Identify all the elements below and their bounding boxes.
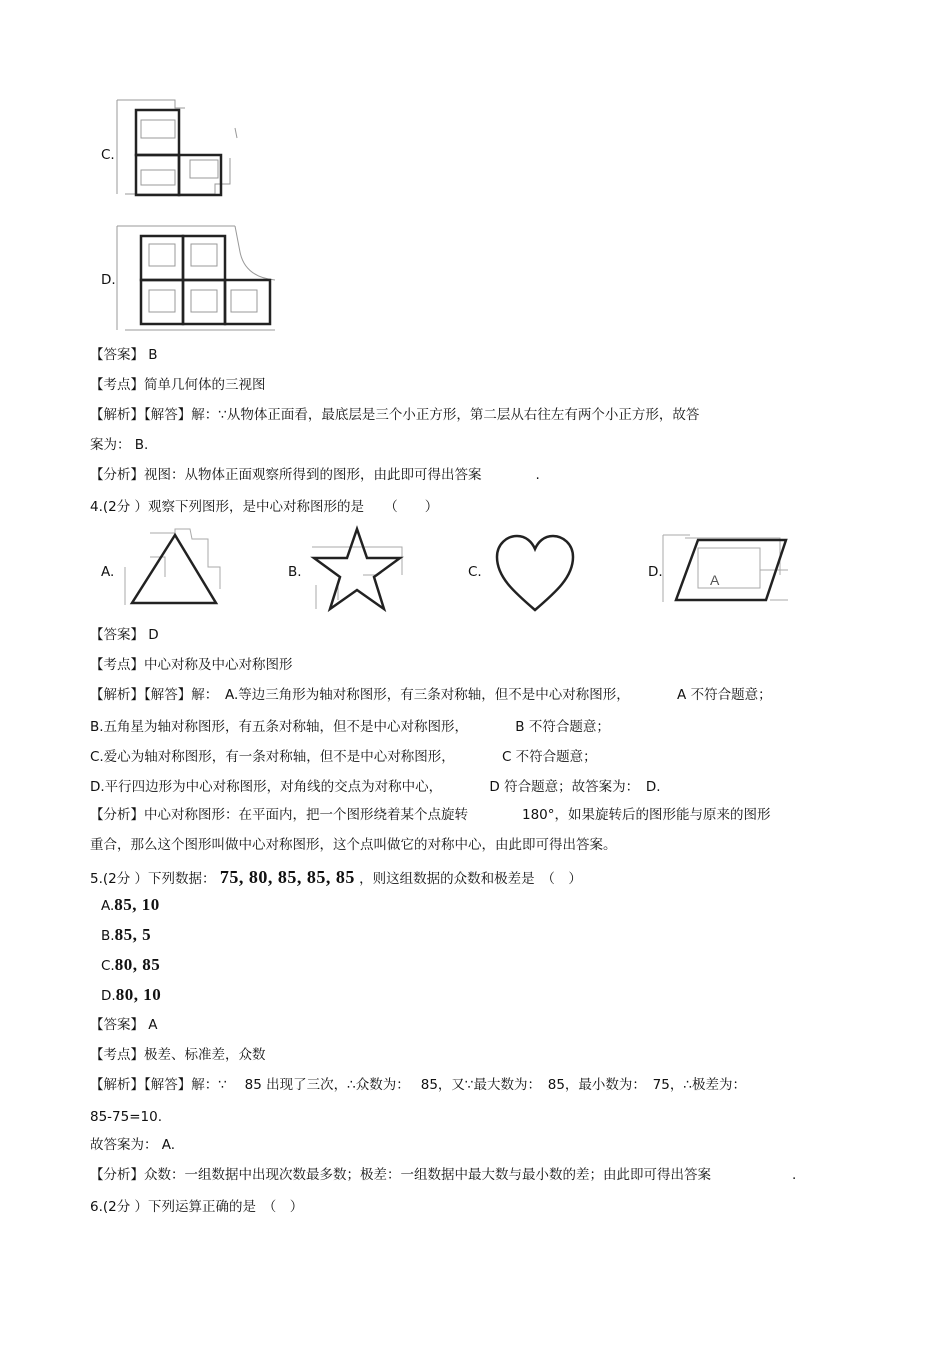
parallelogram-figure <box>660 530 792 608</box>
q4-stem: 4.(2分 ）观察下列图形，是中心对称图形的是 （ ） <box>90 499 439 515</box>
q5-stem <box>90 868 582 888</box>
q4-analysis-line-2: B.五角星为轴对称图形，有五条对称轴，但不是中心对称图形， B 不符合题意； <box>90 719 610 735</box>
q5-option-b-label: B. <box>101 928 115 944</box>
q5-option-d-value: 80, 10 <box>115 985 162 1004</box>
q4-topic: 【考点】中心对称及中心对称图形 <box>90 657 293 673</box>
q4-analysis-line-3: C.爱心为轴对称图形，有一条对称轴，但不是中心对称图形， C 不符合题意； <box>90 749 597 765</box>
q5-stem-suffix: ，则这组数据的众数和极差是 （ ） <box>359 871 582 887</box>
triangle-figure <box>120 527 225 609</box>
option-d-label: D. <box>101 272 116 288</box>
q5-option-a-label: A. <box>101 898 115 914</box>
option-d-figure <box>115 222 280 334</box>
q5-fenxi: 【分析】众数：一组数据中出现次数最多数；极差：一组数据中最大数与最小数的差；由此即可得出答案 . <box>90 1167 797 1183</box>
q4-answer: 【答案】 D <box>90 627 159 643</box>
q5-option-d <box>101 986 161 1005</box>
q4-analysis-line-1: 【解析】【解答】解： A.等边三角形为轴对称图形，有三条对称轴，但不是中心对称图形， A 不符合题意； <box>90 687 772 703</box>
q4-fenxi-line-2: 重合，那么这个图形叫做中心对称图形，这个点叫做它的对称中心，由此即可得出答案。 <box>90 837 617 853</box>
q5-option-a-value: 85, 10 <box>114 895 160 914</box>
q5-option-b-value: 85, 5 <box>114 925 152 944</box>
star-figure <box>308 525 406 615</box>
q5-option-b <box>101 926 151 945</box>
q4-option-a-label: A. <box>101 564 115 580</box>
q6-stem: 6.(2分 ）下列运算正确的是 （ ） <box>90 1199 304 1215</box>
q3-topic: 【考点】简单几何体的三视图 <box>90 377 266 393</box>
heart-figure <box>494 532 576 614</box>
q5-data-values: 75, 80, 85, 85, 85 <box>219 867 355 887</box>
q3-analysis-line-1: 【解析】【解答】解：∵从物体正面看，最底层是三个小正方形，第二层从右往左有两个小正方形，故答 <box>90 407 700 423</box>
q3-fenxi: 【分析】视图：从物体正面观察所得到的图形，由此即可得出答案 . <box>90 467 540 483</box>
q5-analysis-line-3: 故答案为： A. <box>90 1137 176 1153</box>
q5-analysis-line-2: 85-75=10. <box>90 1109 163 1125</box>
q4-option-b-label: B. <box>288 564 302 580</box>
q5-option-a <box>101 896 160 915</box>
q4-option-c-label: C. <box>468 564 482 580</box>
option-c-figure <box>115 98 240 198</box>
q4-analysis-line-4: D.平行四边形为中心对称图形，对角线的交点为对称中心， D 符合题意；故答案为： D. <box>90 779 661 795</box>
q5-option-c-value: 80, 85 <box>114 955 161 974</box>
q5-option-c-label: C. <box>101 958 115 974</box>
q5-answer: 【答案】 A <box>90 1017 158 1033</box>
q5-topic: 【考点】极差、标准差，众数 <box>90 1047 266 1063</box>
q5-option-c <box>101 956 160 975</box>
q5-analysis-line-1: 【解析】【解答】解：∵ 85 出现了三次，∴众数为： 85，又∵最大数为： 85，最小数为： 75，∴极差为： <box>90 1077 746 1093</box>
parallelogram-inner-text: A <box>710 572 720 588</box>
q3-analysis-line-2: 案为： B. <box>90 437 149 453</box>
q4-option-d-label: D. <box>648 564 663 580</box>
q4-fenxi-line-1: 【分析】中心对称图形：在平面内，把一个图形绕着某个点旋转 180°，如果旋转后的图形能与原来的图形 <box>90 807 771 823</box>
q5-stem-prefix: 5.(2分 ）下列数据： <box>90 871 216 887</box>
q3-answer: 【答案】 B <box>90 347 158 363</box>
q5-option-d-label: D. <box>101 988 116 1004</box>
option-c-label: C. <box>101 147 115 163</box>
